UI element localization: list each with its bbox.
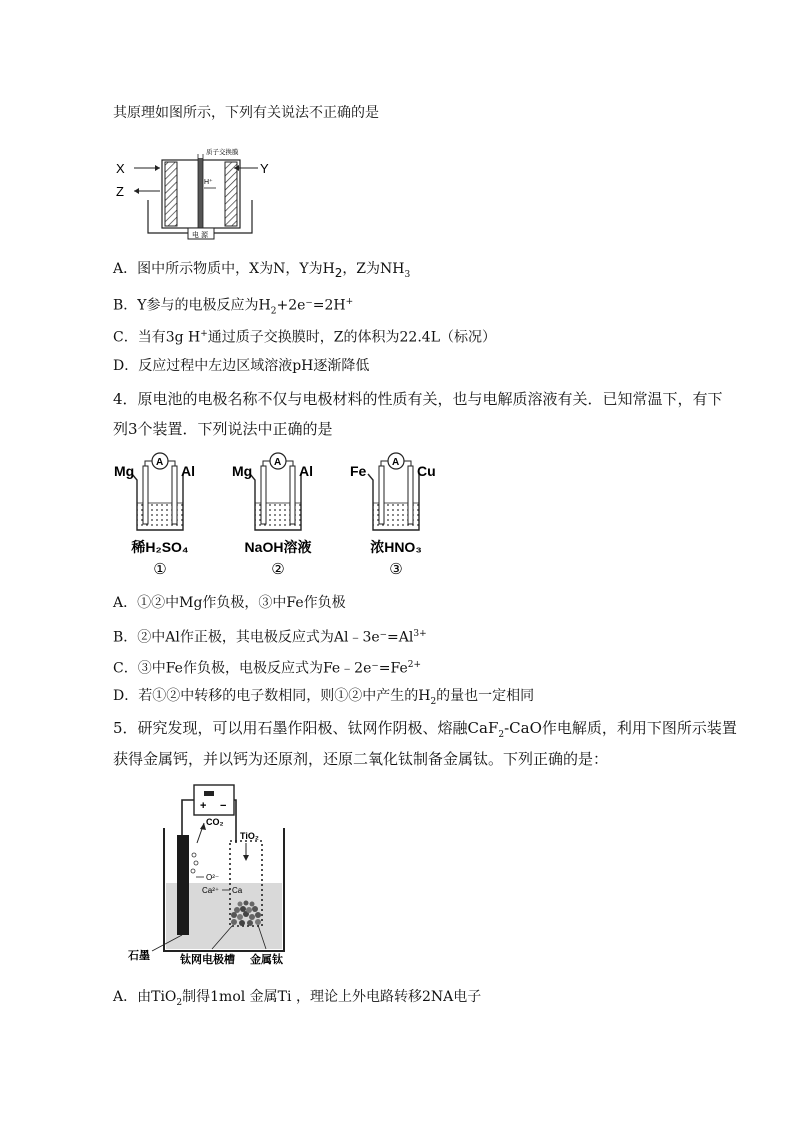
solution-label: NaOH溶液	[244, 539, 312, 555]
intro-text: 其原理如图所示，下列有关说法不正确的是	[113, 105, 379, 121]
left-electrode	[165, 162, 177, 226]
ca2-label: Ca²⁺	[202, 886, 220, 895]
right-electrode-label: Al	[181, 463, 195, 479]
solution-label: 浓HNO₃	[370, 539, 422, 555]
cell-2	[232, 453, 313, 578]
q4-option-a: A．①②中Mg作负极，③中Fe作负极	[113, 595, 346, 611]
left-electrode	[379, 466, 384, 524]
q3-option-c: C．当有3g H+通过质子交换膜时，Z的体积为22.4L（标况）	[113, 329, 496, 346]
ca-label: Ca	[232, 886, 243, 895]
svg-text:+: +	[200, 800, 207, 812]
membrane	[198, 158, 203, 228]
q3-option-b: B．Y参与的电极反应为$H_2+2e^-=2H^+$	[113, 297, 354, 317]
ion-label: H⁺	[204, 179, 213, 186]
left-electrode-label: Mg	[232, 463, 253, 479]
right-electrode	[172, 466, 177, 524]
ammeter-label: A	[392, 457, 400, 468]
cell-number: ②	[271, 561, 285, 578]
right-electrode	[408, 466, 413, 524]
figure-three-cells	[110, 448, 450, 580]
ti-mesh-label: 钛网电极槽	[180, 954, 235, 966]
q4-option-b: B．②中Al作正极，其电极反应式为$Al﹣3e^-=Al^{3+}$	[113, 629, 427, 646]
q5-option-a: A．由TiO$_2$制得1mol 金属Ti ，理论上外电路转移2NA电子	[113, 989, 482, 1008]
left-electrode-label: Mg	[114, 463, 135, 479]
left-electrode	[143, 466, 148, 524]
co2-label: CO₂	[206, 817, 224, 827]
label-x: X	[116, 161, 125, 176]
figure-proton-cell	[112, 140, 282, 245]
o2-label: O²⁻	[206, 873, 220, 882]
figure-electrolysis	[124, 783, 294, 968]
right-electrode	[225, 162, 237, 226]
graphite-anode	[177, 835, 189, 935]
left-electrode-label: Fe	[350, 463, 367, 479]
cell-1	[114, 453, 195, 578]
right-electrode-label: Al	[299, 463, 313, 479]
graphite-label: 石墨	[128, 950, 150, 962]
left-electrode	[261, 466, 266, 524]
cell-number: ③	[389, 561, 403, 578]
q4-option-d: D．若①②中转移的电子数相同，则①②中产生的$H_2$的量也一定相同	[113, 688, 535, 707]
label-y: Y	[260, 161, 269, 176]
q4-stem-line1: 4．原电池的电极名称不仅与电极材料的性质有关，也与电解质溶液有关．已知常温下，有下	[113, 390, 723, 408]
q4-option-c: C．③中Fe作负极，电极反应式为$Fe﹣2e^-=Fe^{2+}$	[113, 660, 422, 677]
solution-label: 稀H₂SO₄	[131, 539, 189, 555]
cell-number: ①	[153, 561, 167, 578]
membrane-label: 质子交换膜	[206, 149, 239, 156]
power-label: 电 源	[192, 232, 208, 239]
ammeter-label: A	[274, 457, 282, 468]
right-electrode-label: Cu	[417, 463, 436, 479]
label-z: Z	[116, 184, 124, 199]
right-electrode	[290, 466, 295, 524]
q4-stem-line2: 列3个装置．下列说法中正确的是	[113, 420, 333, 438]
svg-text:−: −	[220, 800, 227, 812]
ti-metal-label: 金属钛	[250, 954, 283, 966]
q5-stem-line1: 5．研究发现，可以用石墨作阳极、钛网作阴极、熔融CaF$_2$-CaO作电解质，利用下图所示装置	[113, 719, 737, 740]
q3-option-a: A．图中所示物质中，X为N，Y为$H_2$，Z为$NH_3$	[113, 261, 411, 280]
tio2-label: TiO₂	[240, 831, 259, 841]
ammeter-label: A	[156, 457, 164, 468]
q3-option-d: D．反应过程中左边区域溶液pH逐渐降低	[113, 358, 370, 374]
q5-stem-line2: 获得金属钙，并以钙为还原剂，还原二氧化钛制备金属钛。下列正确的是：	[113, 750, 609, 768]
cell-3	[350, 453, 436, 578]
